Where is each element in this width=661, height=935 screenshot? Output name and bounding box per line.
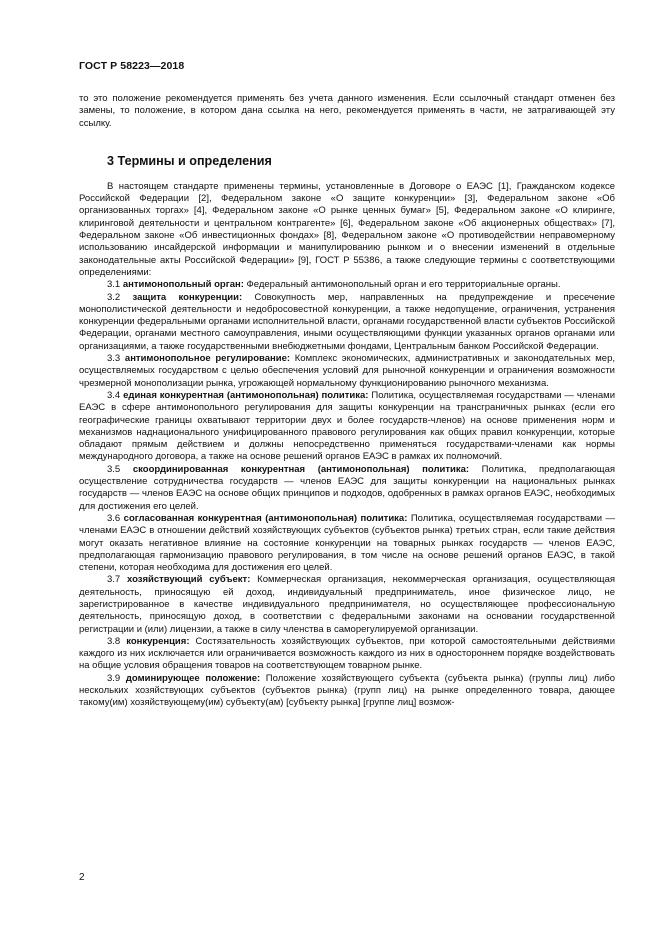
page-number: 2 bbox=[79, 872, 85, 883]
term-definition: Коммерческая организация, некоммерческая организация, осуществляющая деятельность, приносящую ей доход, индивидуальный предприниматель, иное физическое лицо, не зарегистрированное в качестве индивидуального предпринимателя, но осуществляющее профессиональную деятельность, приносящую доход, в соответствии с федеральными законами на основании государственной регистрации и (или) лицензии, а также в силу членства в саморегулируемой организации. bbox=[79, 574, 616, 635]
term-number: 3.5 bbox=[107, 463, 121, 475]
term-name: конкуренция: bbox=[126, 635, 190, 647]
term-definition: Состязательность хозяйствующих субъектов, при которой самостоятельными действиями каждого из них исключается или ограничивается возможность каждого из них в одностороннем порядке воздействовать на общие условия обращения товаров на соответствующем товарном рынке. bbox=[79, 635, 616, 672]
continuation-paragraph: то это положение рекомендуется применять без учета данного изменения. Если ссылочный стандарт отменен без замены, то положение, в котором дана ссылка на него, рекомендуется применять в части, не затрагивающей эту ссылку. bbox=[79, 93, 615, 129]
term-entry bbox=[79, 464, 615, 513]
term-definition: Комплекс экономических, административных и законодательных мер, осуществляемых государством с целью обеспечения условий для рыночной конкуренции и ограничения возможности чрезмерной монополизации рынка, угрожающей нормальному функционированию рыночного механизма. bbox=[79, 353, 615, 389]
term-entry bbox=[79, 292, 615, 353]
term-name: единая конкурентная (антимонопольная) политика: bbox=[123, 389, 369, 401]
term-entry bbox=[79, 513, 615, 574]
term-number: 3.4 bbox=[107, 389, 121, 401]
term-definition: Политика, осуществляемая государствами — членами ЕАЭС в отношении действий хозяйствующих субъектов (субъектов рынка) третьих стран, если такие действия могут оказать негативное влияние на состояние конкуренции на товарных рынках государств — членов ЕАЭС, предполагающая гармонизацию правового регулирования, в том числе на основе решений органов ЕАЭС, в такой степени, которая необходима для достижения его целей. bbox=[79, 512, 616, 574]
term-name: хозяйствующий субъект: bbox=[127, 574, 251, 586]
term-name: антимонопольный орган: bbox=[122, 279, 244, 291]
term-definition: Политика, осуществляемая государствами — членами ЕАЭС в сфере антимонопольного регулирования для защиты конкуренции на трансграничных рынках (если его географические границы охватывают территории двух и более государств-членов) на основе применения норм и механизмов наднационального унифицированного правового регулирования как общих правил конкуренции, которые обладают прямым действием и должны непосредственно применяться государствами-членами как нормы международного договора, а также на основе решений органов ЕАЭС в рамках их полномочий. bbox=[79, 389, 615, 463]
term-entry bbox=[79, 636, 615, 673]
section-intro-paragraph: В настоящем стандарте применены термины, установленные в Договоре о ЕАЭС [1], Гражданском кодексе Российской Федерации [2], Федеральном законе «О защите конкуренции» [3], Федеральном законе «Об организованных торгах» [4], Федеральном законе «О рынке ценных бумаг» [5], Федеральном законе «О клиринге, клиринговой деятельности и центральном контрагенте» [6], Федеральном законе «Об акционерных обществах» [7], Федеральном законе «Об инвестиционных фондах» [8], Федеральном законе «О противодействии неправомерному использованию инсайдерской информации и манипулированию рынком и о внесении изменений в отдельные законодательные акты Российской Федерации» [9], ГОСТ Р 55386, а также следующие термины с соответствующими определениями: bbox=[79, 180, 615, 278]
term-number: 3.7 bbox=[107, 574, 121, 586]
document-header: ГОСТ Р 58223—2018 bbox=[79, 60, 185, 72]
term-entry bbox=[79, 353, 615, 390]
term-name: скоординированная конкурентная (антимонопольная) политика: bbox=[132, 463, 470, 475]
term-name: защита конкуренции: bbox=[132, 291, 243, 303]
section-title: 3 Термины и определения bbox=[107, 153, 272, 168]
term-entry bbox=[79, 673, 615, 710]
term-entry bbox=[79, 279, 615, 291]
term-definition: Положение хозяйствующего субъекта (субъекта рынка) (группы лиц) либо нескольких хозяйствующих субъектов (субъектов рынка) (групп лиц) на рынке определенного товара, дающее такому(им) хозяйствующему(им) субъекту(ам) [субъекту рынка] [группе лиц] возмож- bbox=[79, 672, 616, 709]
term-definition: Совокупность мер, направленных на предупреждение и пресечение монополистической деятельности и недобросовестной конкуренции, а также недопущение, ограничения, устранения конкуренции федеральными органами исполнительной власти, органами государственной власти субъектов Российской Федерации, органами местного самоуправления, иными осуществляющими функции указанных органов органами или организациями, а также государственными внебюджетными фондами, Центральным банком Российской Федерации. bbox=[79, 291, 615, 352]
term-number: 3.1 bbox=[107, 279, 121, 291]
term-entry bbox=[79, 574, 615, 635]
term-name: антимонопольное регулирование: bbox=[124, 353, 291, 365]
term-number: 3.6 bbox=[107, 512, 121, 524]
term-number: 3.8 bbox=[107, 635, 121, 647]
term-definition: Политика, предполагающая осуществление сотрудничества государств — членов ЕАЭС для защиты конкуренции на национальных рынках государств — членов ЕАЭС на основе общих принципов и подходов, одобренных в рамках органов ЕАЭС, необходимых для достижения его целей. bbox=[79, 463, 616, 512]
term-number: 3.9 bbox=[107, 672, 121, 684]
term-entry bbox=[79, 390, 615, 464]
term-name: согласованная конкурентная (антимонопольная) политика: bbox=[123, 512, 408, 524]
term-name: доминирующее положение: bbox=[125, 672, 261, 684]
term-definition: Федеральный антимонопольный орган и его территориальные органы. bbox=[246, 279, 561, 291]
terms-list bbox=[79, 279, 615, 709]
document-body bbox=[79, 93, 615, 710]
term-number: 3.2 bbox=[107, 291, 121, 303]
term-number: 3.3 bbox=[107, 353, 121, 365]
